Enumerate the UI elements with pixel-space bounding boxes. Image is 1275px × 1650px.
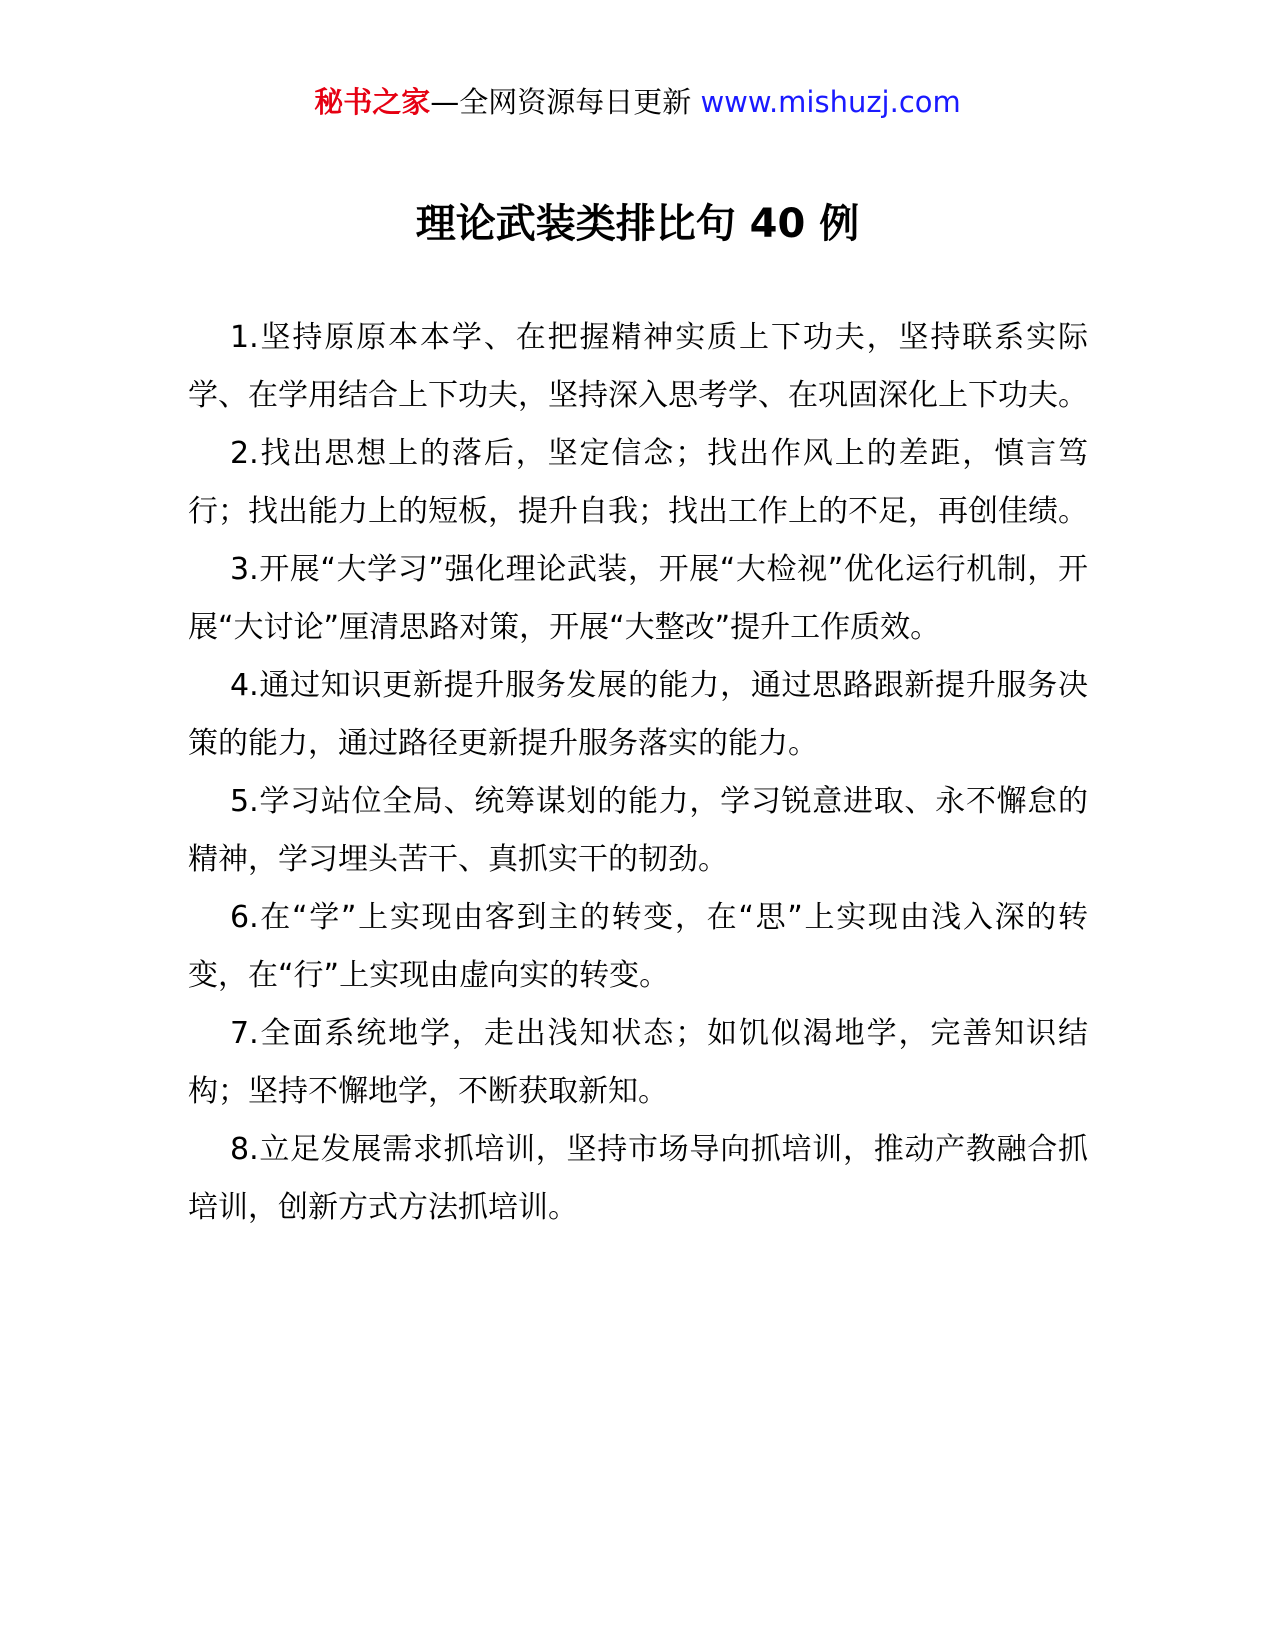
paragraph-7: 7.全面系统地学，走出浅知状态；如饥似渴地学，完善知识结构；坚持不懈地学，不断获取新知。 <box>188 1016 1088 1109</box>
site-brand: 秘书之家 <box>314 85 431 119</box>
site-url-link[interactable]: www.mishuzj.com <box>700 85 961 119</box>
paragraph-4: 4.通过知识更新提升服务发展的能力，通过思路跟新提升服务决策的能力，通过路径更新提升服务落实的能力。 <box>188 668 1088 761</box>
paragraph-5: 5.学习站位全局、统筹谋划的能力，学习锐意进取、永不懈怠的精神，学习埋头苦干、真抓实干的韧劲。 <box>188 784 1088 877</box>
paragraph-2: 2.找出思想上的落后，坚定信念；找出作风上的差距，慎言笃行；找出能力上的短板，提升自我；找出工作上的不足，再创佳绩。 <box>188 436 1088 529</box>
paragraph-3: 3.开展“大学习”强化理论武装，开展“大检视”优化运行机制，开展“大讨论”厘清思路对策，开展“大整改”提升工作质效。 <box>188 552 1088 645</box>
site-header <box>0 80 1275 124</box>
paragraph-1: 1.坚持原原本本学、在把握精神实质上下功夫，坚持联系实际学、在学用结合上下功夫，坚持深入思考学、在巩固深化上下功夫。 <box>188 320 1088 413</box>
site-tagline: —全网资源每日更新 <box>430 85 692 119</box>
paragraph-8: 8.立足发展需求抓培训，坚持市场导向抓培训，推动产教融合抓培训，创新方式方法抓培训。 <box>188 1132 1088 1225</box>
document-body <box>188 309 1088 1237</box>
document-title: 理论武装类排比句 40 例 <box>415 201 860 247</box>
paragraph-6: 6.在“学”上实现由客到主的转变，在“思”上实现由浅入深的转变，在“行”上实现由虚向实的转变。 <box>188 900 1088 993</box>
